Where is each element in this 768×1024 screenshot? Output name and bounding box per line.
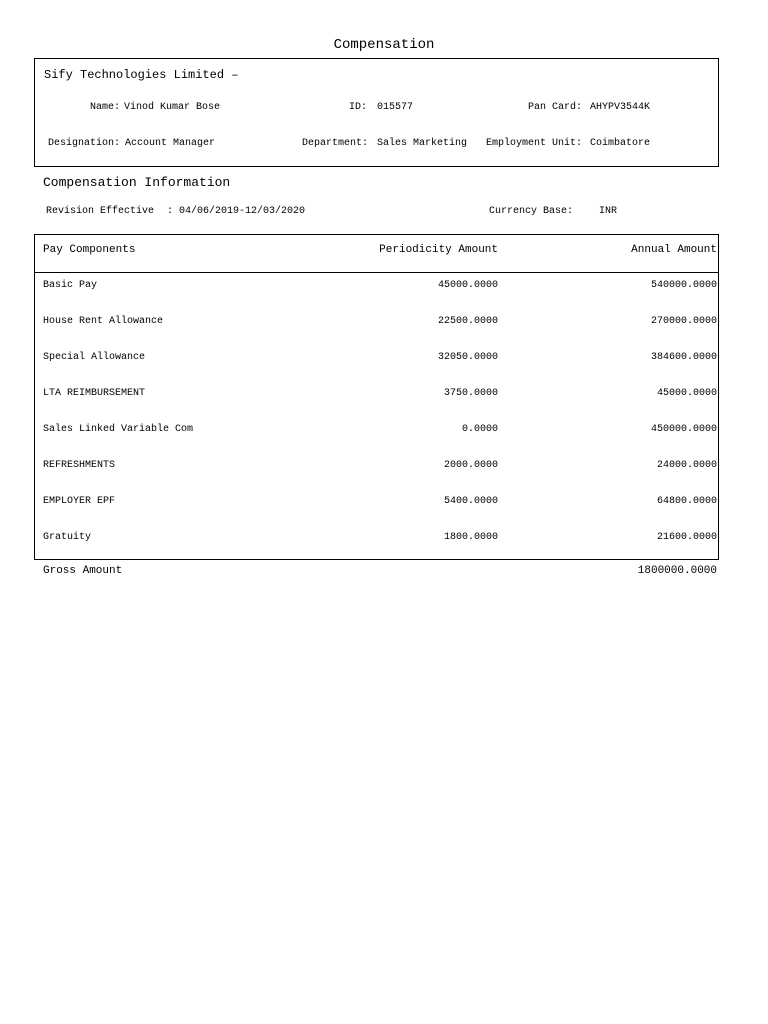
row-annual-amount: 24000.0000 <box>656 460 717 471</box>
row-annual-amount: 21600.0000 <box>656 532 717 543</box>
revision-label: Revision Effective <box>46 206 155 217</box>
row-component-name: Gratuity <box>43 532 92 543</box>
revision-sep: : <box>167 206 174 217</box>
id-label: ID: <box>349 102 368 113</box>
header-divider <box>35 272 718 273</box>
row-annual-amount: 540000.0000 <box>650 280 717 291</box>
row-periodicity-amount: 2000.0000 <box>443 460 498 471</box>
currency-label: Currency Base: <box>489 206 574 217</box>
header-periodicity-amount: Periodicity Amount <box>379 244 498 256</box>
row-periodicity-amount: 0.0000 <box>461 424 498 435</box>
employee-info-box <box>34 58 719 167</box>
department-label: Department: <box>302 138 369 149</box>
compensation-table <box>34 234 719 560</box>
department-value: Sales Marketing <box>377 138 468 149</box>
revision-value: 04/06/2019-12/03/2020 <box>179 206 306 217</box>
company-name: Sify Technologies Limited – <box>44 68 239 82</box>
unit-label: Employment Unit: <box>486 138 583 149</box>
row-component-name: Sales Linked Variable Com <box>43 424 194 435</box>
employee-name: Vinod Kumar Bose <box>124 102 221 113</box>
currency-value: INR <box>599 206 618 217</box>
unit-value: Coimbatore <box>590 138 651 149</box>
designation-label: Designation: <box>48 138 121 149</box>
row-periodicity-amount: 45000.0000 <box>437 280 498 291</box>
employee-id: 015577 <box>377 102 414 113</box>
row-component-name: LTA REIMBURSEMENT <box>43 388 146 399</box>
row-periodicity-amount: 22500.0000 <box>437 316 498 327</box>
row-periodicity-amount: 1800.0000 <box>443 532 498 543</box>
name-label: Name: <box>90 102 121 113</box>
row-component-name: REFRESHMENTS <box>43 460 116 471</box>
section-title: Compensation Information <box>43 175 231 190</box>
row-annual-amount: 64800.0000 <box>656 496 717 507</box>
pan-number: AHYPV3544K <box>590 102 651 113</box>
row-periodicity-amount: 3750.0000 <box>443 388 498 399</box>
row-annual-amount: 384600.0000 <box>650 352 717 363</box>
page-title: Compensation <box>333 37 435 53</box>
gross-value: 1800000.0000 <box>637 565 717 577</box>
row-component-name: House Rent Allowance <box>43 316 164 327</box>
row-annual-amount: 450000.0000 <box>650 424 717 435</box>
header-annual-amount: Annual Amount <box>631 244 717 256</box>
row-annual-amount: 270000.0000 <box>650 316 717 327</box>
row-component-name: Basic Pay <box>43 280 98 291</box>
row-component-name: Special Allowance <box>43 352 146 363</box>
row-periodicity-amount: 32050.0000 <box>437 352 498 363</box>
designation-value: Account Manager <box>125 138 216 149</box>
row-annual-amount: 45000.0000 <box>656 388 717 399</box>
header-pay-components: Pay Components <box>43 244 136 256</box>
row-periodicity-amount: 5400.0000 <box>443 496 498 507</box>
pan-label: Pan Card: <box>528 102 583 113</box>
gross-label: Gross Amount <box>43 565 123 577</box>
row-component-name: EMPLOYER EPF <box>43 496 116 507</box>
